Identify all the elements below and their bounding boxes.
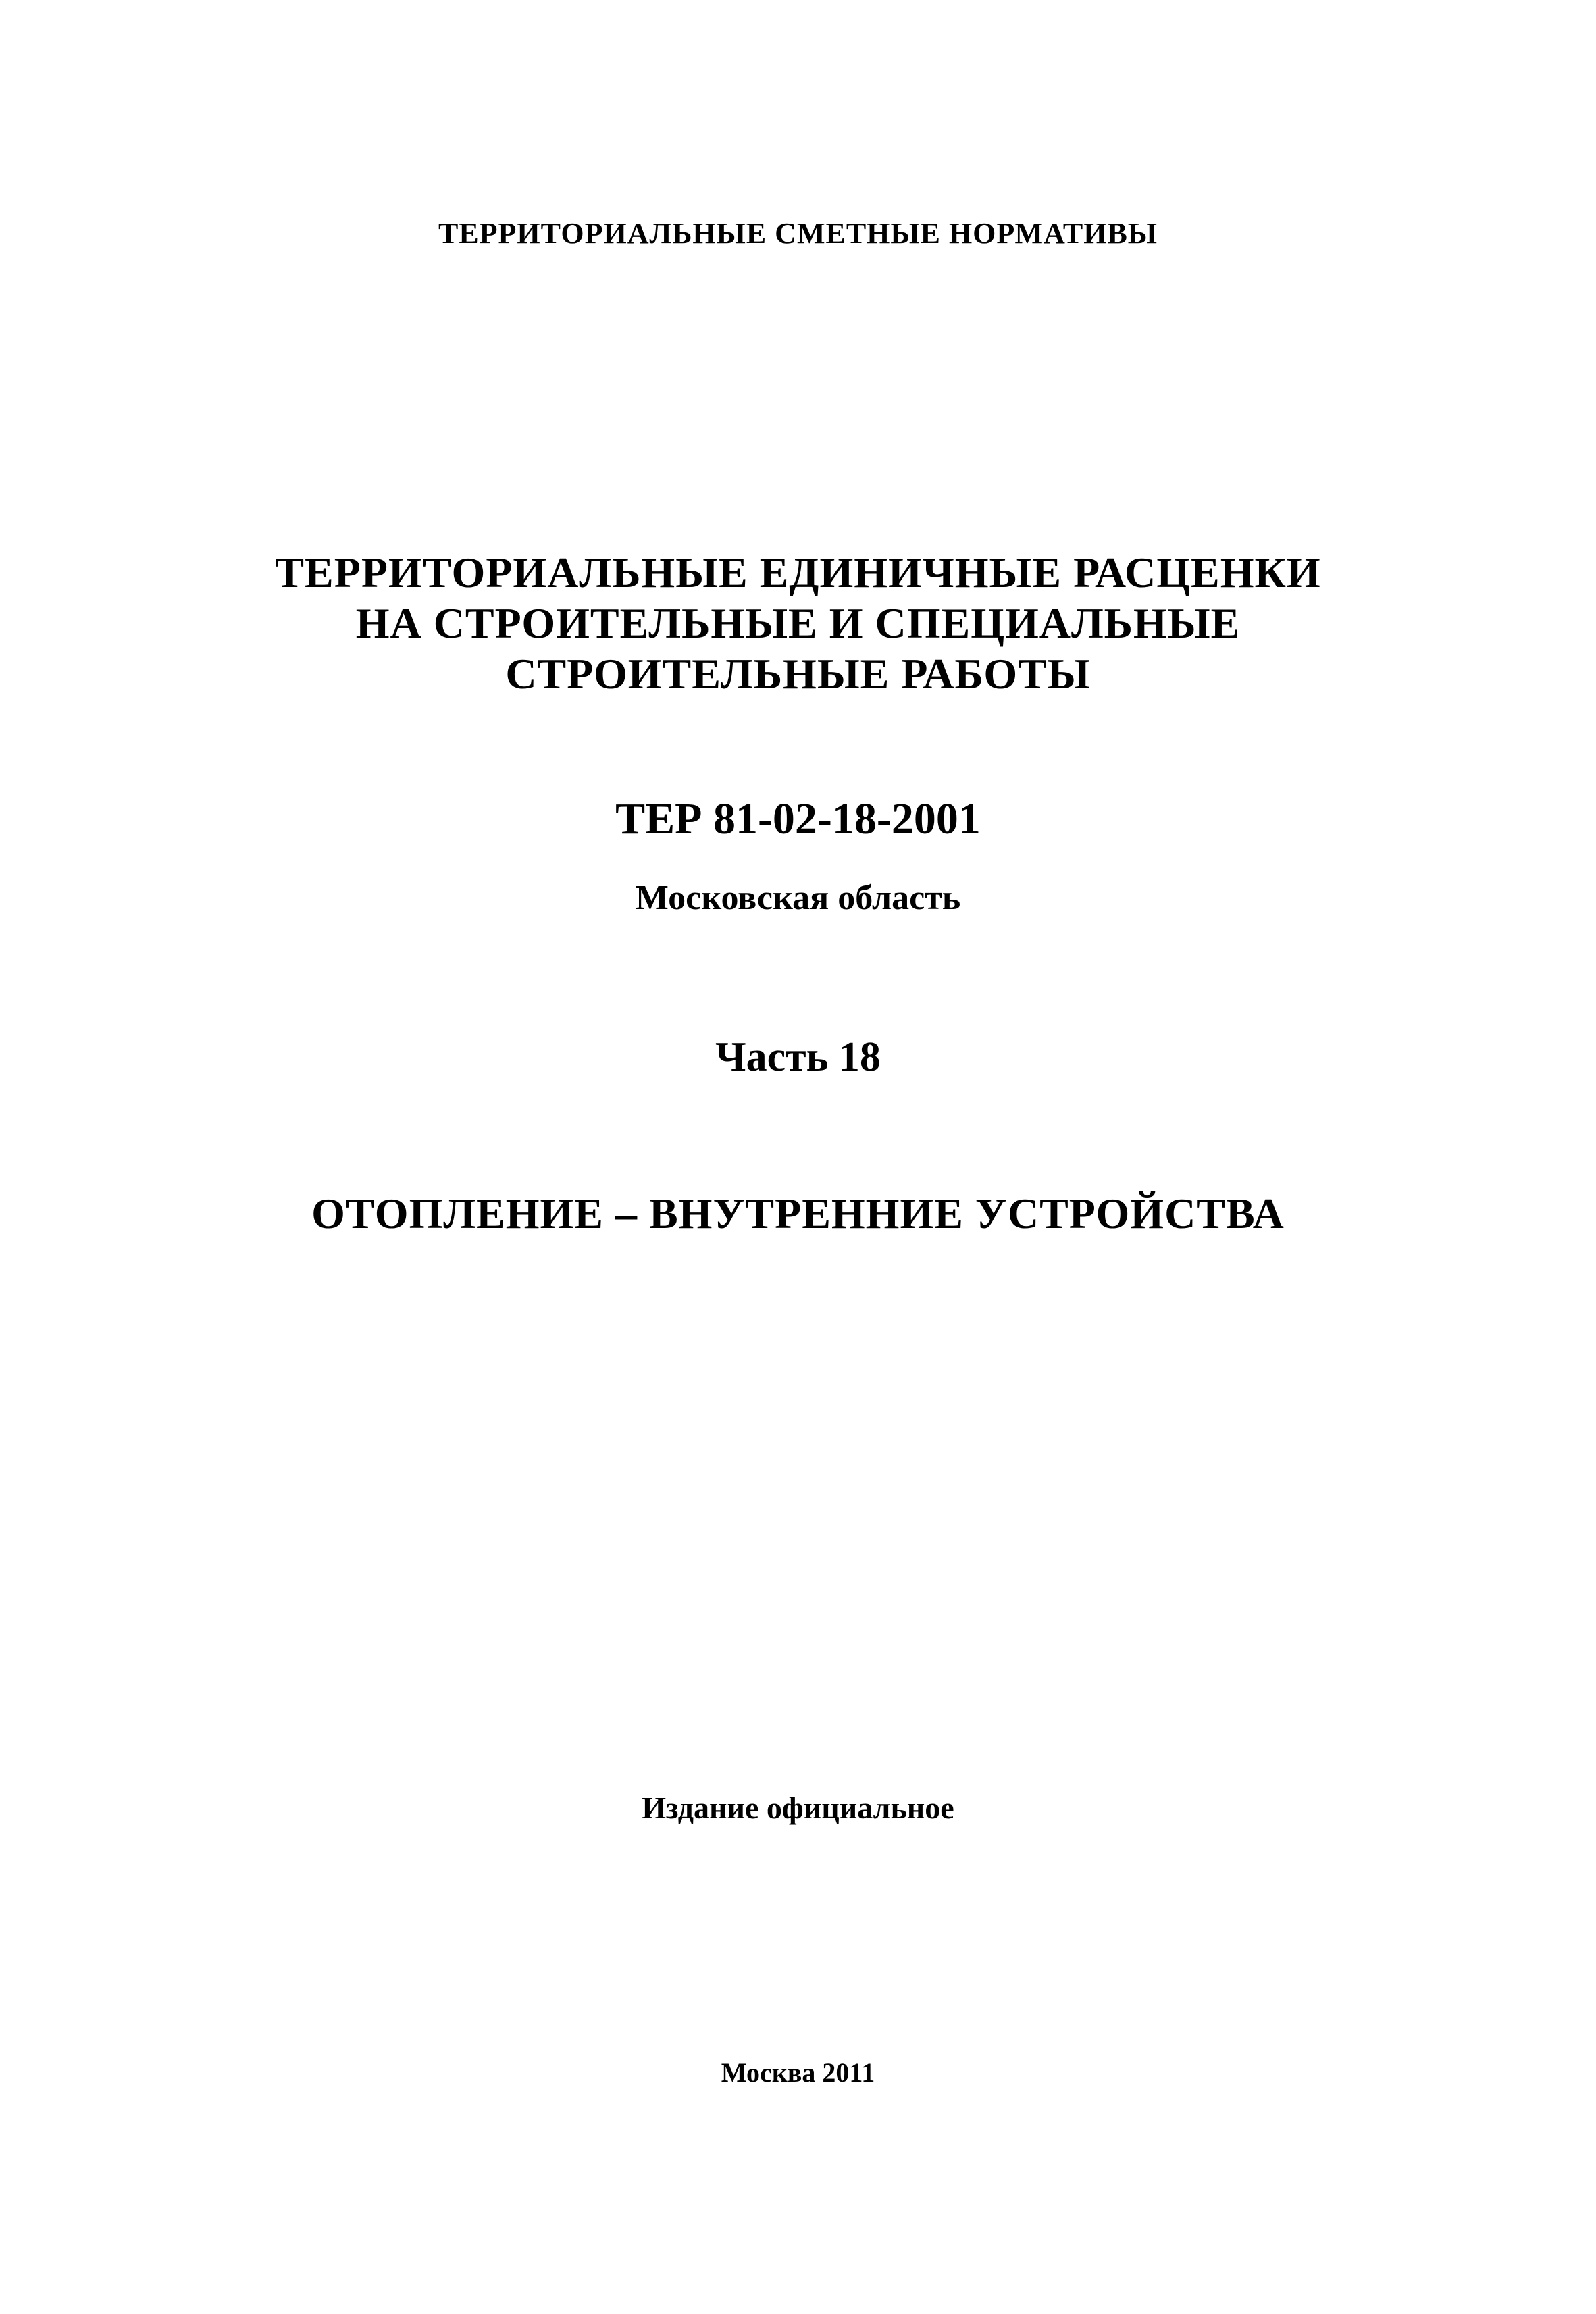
document-title [0, 547, 1596, 699]
city-year: Москва 2011 [721, 2057, 875, 2088]
section-title: ОТОПЛЕНИЕ – ВНУТРЕННИЕ УСТРОЙСТВА [311, 1189, 1285, 1237]
part-number: Часть 18 [715, 1034, 881, 1080]
series-header: ТЕРРИТОРИАЛЬНЫЕ СМЕТНЫЕ НОРМАТИВЫ [438, 217, 1158, 250]
region-label: Московская область [635, 879, 961, 917]
document-code: ТЕР 81-02-18-2001 [615, 794, 981, 844]
edition-note: Издание официальное [642, 1791, 954, 1825]
title-line-3: СТРОИТЕЛЬНЫЕ РАБОТЫ [505, 650, 1091, 698]
title-line-1: ТЕРРИТОРИАЛЬНЫЕ ЕДИНИЧНЫЕ РАСЦЕНКИ [275, 548, 1321, 596]
title-line-2: НА СТРОИТЕЛЬНЫЕ И СПЕЦИАЛЬНЫЕ [355, 599, 1241, 647]
